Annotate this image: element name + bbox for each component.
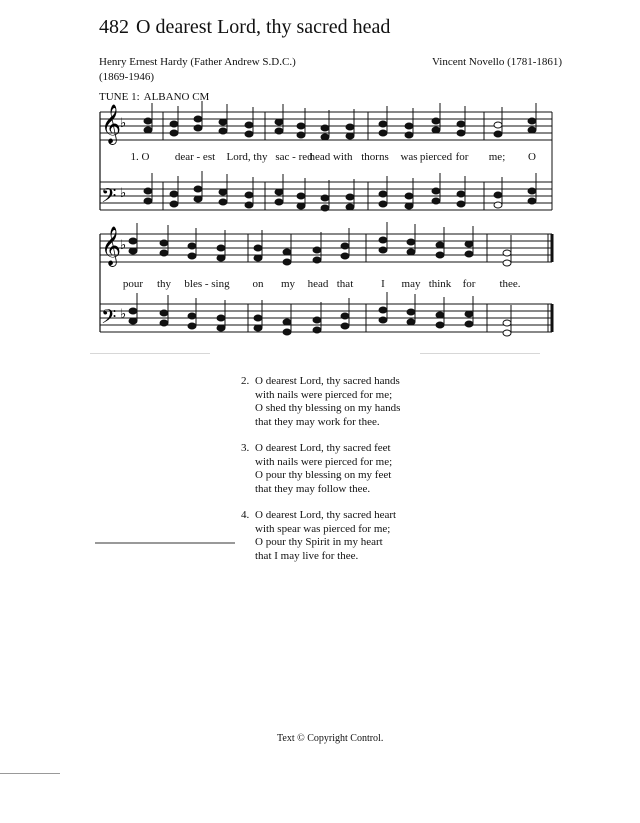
flat-key-signature-icon: ♭ xyxy=(120,238,127,253)
note-heads xyxy=(129,101,536,336)
clefs xyxy=(101,104,126,333)
note-head xyxy=(432,127,440,133)
note-head xyxy=(436,242,444,248)
note-head xyxy=(283,319,291,325)
note-head xyxy=(144,198,152,204)
note-head xyxy=(275,189,283,195)
note-head xyxy=(283,329,291,335)
verse-line: with nails were pierced for me; xyxy=(255,455,393,468)
note-head xyxy=(379,201,387,207)
note-head xyxy=(160,240,168,246)
note-head xyxy=(217,245,225,251)
verse-number: 4. xyxy=(241,509,250,521)
note-head xyxy=(494,192,502,198)
note-head xyxy=(188,243,196,249)
note-head xyxy=(436,252,444,258)
treble-clef-icon: 𝄞 xyxy=(101,226,122,266)
lyric-syllable: on xyxy=(252,278,264,290)
note-head xyxy=(194,186,202,192)
lyric-syllable: thorns xyxy=(361,151,389,163)
lyric-syllable: bles - sing xyxy=(184,278,230,290)
note-head xyxy=(528,118,536,124)
verse-line: with spear was pierced for me; xyxy=(255,522,391,535)
tune-number: TUNE 1: xyxy=(99,91,140,103)
note-head xyxy=(465,311,473,317)
lyric-syllable: think xyxy=(428,278,452,290)
verse-line: O pour thy Spirit in my heart xyxy=(255,536,383,548)
note-head xyxy=(528,188,536,194)
note-head xyxy=(341,253,349,259)
note-head xyxy=(379,307,387,313)
note-head xyxy=(144,118,152,124)
additional-verses xyxy=(241,375,400,576)
note-head xyxy=(346,194,354,200)
scan-artifact xyxy=(95,542,235,544)
note-head xyxy=(465,251,473,257)
note-head xyxy=(297,203,305,209)
verse-text xyxy=(255,375,400,429)
lyric-syllable: me; xyxy=(488,151,506,163)
verse-line: with nails were pierced for me; xyxy=(255,388,393,401)
note-head xyxy=(465,321,473,327)
note-head xyxy=(313,247,321,253)
treble-clef-icon: 𝄞 xyxy=(101,104,122,144)
note-head xyxy=(170,121,178,127)
note-head xyxy=(297,132,305,138)
note-head xyxy=(321,125,329,131)
note-head xyxy=(321,205,329,211)
verse-line: that I may live for thee. xyxy=(255,549,359,562)
note-head xyxy=(245,131,253,137)
verse-line: that they may work for thee. xyxy=(255,415,380,428)
lyric-syllable: dear - est xyxy=(174,151,216,163)
lyric-syllable: my xyxy=(280,278,296,290)
note-head xyxy=(405,123,413,129)
bass-clef-icon: 𝄢 xyxy=(101,184,117,212)
note-head xyxy=(503,330,511,336)
verse-line: O dearest Lord, thy sacred feet xyxy=(255,442,391,454)
note-head xyxy=(405,132,413,138)
note-head xyxy=(170,191,178,197)
note-head xyxy=(379,191,387,197)
note-head xyxy=(436,322,444,328)
note-head xyxy=(313,257,321,263)
note-head xyxy=(194,196,202,202)
note-head xyxy=(503,260,511,266)
note-head xyxy=(188,323,196,329)
note-head xyxy=(160,250,168,256)
scan-artifact xyxy=(420,353,540,354)
note-head xyxy=(144,188,152,194)
verse-block xyxy=(241,375,400,429)
note-head xyxy=(194,116,202,122)
note-head xyxy=(432,198,440,204)
lyric-syllable: pierced xyxy=(419,151,453,163)
note-head xyxy=(297,123,305,129)
lyric-syllable: sac - red xyxy=(275,151,313,163)
flat-key-signature-icon: ♭ xyxy=(120,307,127,322)
note-head xyxy=(254,255,262,261)
note-head xyxy=(503,320,511,326)
note-head xyxy=(432,118,440,124)
note-head xyxy=(346,133,354,139)
note-head xyxy=(379,237,387,243)
note-head xyxy=(528,198,536,204)
lyric-syllable: I xyxy=(381,278,385,290)
note-head xyxy=(436,312,444,318)
note-head xyxy=(346,204,354,210)
note-head xyxy=(144,127,152,133)
composer-credit: Vincent Novello (1781-1861) xyxy=(432,56,563,68)
note-head xyxy=(297,193,305,199)
note-head xyxy=(379,317,387,323)
note-head xyxy=(457,121,465,127)
note-head xyxy=(188,313,196,319)
note-head xyxy=(254,325,262,331)
note-head xyxy=(379,121,387,127)
scan-artifact xyxy=(0,773,60,774)
note-head xyxy=(528,127,536,133)
note-head xyxy=(254,245,262,251)
note-head xyxy=(275,199,283,205)
lyric-syllable: for xyxy=(455,151,469,163)
lyric-syllable: that xyxy=(336,278,354,290)
note-head xyxy=(217,315,225,321)
note-head xyxy=(465,241,473,247)
note-head xyxy=(341,323,349,329)
note-head xyxy=(217,255,225,261)
lyric-syllable: thee. xyxy=(499,278,521,290)
note-head xyxy=(457,191,465,197)
note-head xyxy=(457,201,465,207)
flat-key-signature-icon: ♭ xyxy=(120,186,127,201)
note-head xyxy=(275,119,283,125)
lyric-syllable: pour xyxy=(122,278,144,290)
lyric-syllable: head with xyxy=(309,151,353,163)
verse-block xyxy=(241,509,400,563)
lyric-syllable: may xyxy=(401,278,421,290)
note-head xyxy=(129,318,137,324)
lyric-syllable: 1. O xyxy=(130,151,150,163)
note-head xyxy=(160,320,168,326)
bass-clef-icon: 𝄢 xyxy=(101,305,117,333)
note-head xyxy=(407,249,415,255)
verse-line: O shed thy blessing on my hands xyxy=(255,402,401,414)
lyric-syllable: for xyxy=(462,278,476,290)
note-head xyxy=(379,247,387,253)
note-head xyxy=(405,193,413,199)
note-head xyxy=(129,308,137,314)
note-head xyxy=(432,188,440,194)
note-head xyxy=(346,124,354,130)
note-head xyxy=(245,202,253,208)
verse-line: O dearest Lord, thy sacred hands xyxy=(255,375,400,387)
note-head xyxy=(313,317,321,323)
note-head xyxy=(170,201,178,207)
copyright-notice: Text © Copyright Control. xyxy=(277,733,384,744)
note-head xyxy=(494,122,502,128)
note-head xyxy=(219,189,227,195)
note-head xyxy=(321,195,329,201)
note-head xyxy=(407,309,415,315)
note-head xyxy=(245,122,253,128)
flat-key-signature-icon: ♭ xyxy=(120,116,127,131)
note-head xyxy=(407,319,415,325)
verse-number: 2. xyxy=(241,375,250,387)
lyric-syllable: thy xyxy=(156,278,172,290)
note-head xyxy=(217,325,225,331)
note-head xyxy=(129,238,137,244)
note-head xyxy=(219,128,227,134)
note-head xyxy=(245,192,253,198)
verse-line: O pour thy blessing on my feet xyxy=(255,469,392,481)
author-dates: (1869-1946) xyxy=(99,71,154,83)
note-head xyxy=(379,130,387,136)
tune-name: ALBANO CM xyxy=(143,91,210,103)
note-head xyxy=(407,239,415,245)
lyric-syllable: was xyxy=(400,151,418,163)
note-head xyxy=(283,259,291,265)
verse-number: 3. xyxy=(241,442,250,454)
note-head xyxy=(170,130,178,136)
hymn-title: O dearest Lord, thy sacred head xyxy=(136,16,391,38)
verse-line: O dearest Lord, thy sacred heart xyxy=(255,509,397,521)
note-head xyxy=(341,313,349,319)
note-head xyxy=(321,134,329,140)
note-head xyxy=(341,243,349,249)
scan-artifact xyxy=(90,353,210,354)
note-head xyxy=(254,315,262,321)
note-head xyxy=(503,250,511,256)
note-head xyxy=(494,202,502,208)
note-head xyxy=(219,199,227,205)
verse-block xyxy=(241,442,400,496)
note-head xyxy=(219,119,227,125)
note-head xyxy=(457,130,465,136)
note-head xyxy=(494,131,502,137)
lyric-syllable: head xyxy=(307,278,329,290)
lyric-syllable: Lord, thy xyxy=(226,151,268,163)
note-head xyxy=(194,125,202,131)
author-name: Henry Ernest Hardy (Father Andrew S.D.C.) xyxy=(99,56,296,68)
note-head xyxy=(283,249,291,255)
note-head xyxy=(188,253,196,259)
note-head xyxy=(275,128,283,134)
note-head xyxy=(129,248,137,254)
note-head xyxy=(405,203,413,209)
verse-text xyxy=(255,442,392,496)
verse-line: that they may follow thee. xyxy=(255,482,371,495)
note-head xyxy=(160,310,168,316)
verse-text xyxy=(255,509,396,563)
note-head xyxy=(313,327,321,333)
hymn-number: 482 xyxy=(99,16,129,38)
lyric-syllable: O xyxy=(528,151,536,163)
